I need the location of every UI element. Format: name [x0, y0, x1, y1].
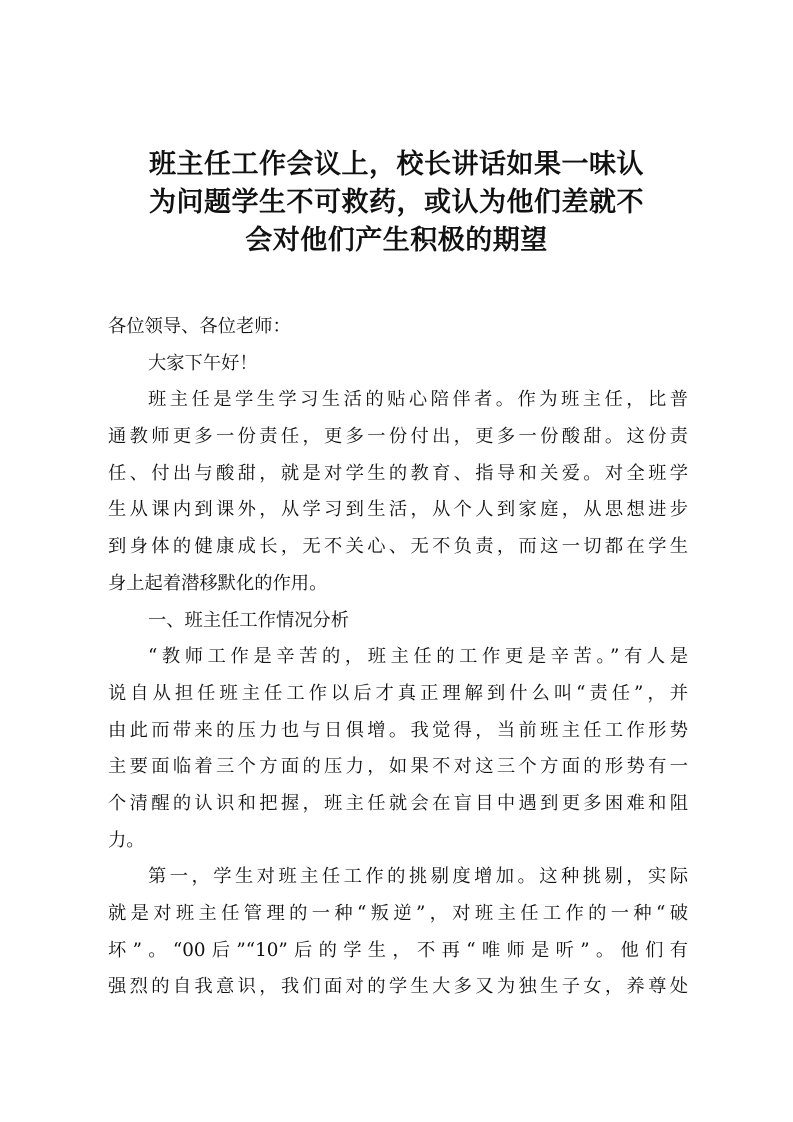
greeting: 大家下午好！ [148, 352, 258, 374]
paragraph-line: 身上起着潜移默化的作用。 [108, 572, 328, 594]
paragraph-line: 由此而带来的压力也与日俱增。我觉得，当前班主任工作形势 [108, 719, 688, 741]
paragraph-line: 说自从担任班主任工作以后才真正理解到什么叫“责任”，并 [108, 682, 688, 704]
paragraph-line: 任、付出与酸甜，就是对学生的教育、指导和关爱。对全班学 [108, 462, 688, 484]
paragraph-line: 主要面临着三个方面的压力，如果不对这三个方面的形势有一 [108, 756, 688, 778]
section-heading: 一、班主任工作情况分析 [148, 609, 350, 631]
paragraph-line: 个清醒的认识和把握，班主任就会在盲目中遇到更多困难和阻 [108, 792, 688, 814]
title-line: 会对他们产生积极的期望 [245, 225, 548, 256]
salutation: 各位领导、各位老师： [108, 316, 291, 337]
paragraph-line: 强烈的自我意识，我们面对的学生大多又为独生子女，养尊处 [108, 976, 688, 998]
paragraph-line: 坏”。“00后”“10”后的学生，不再“唯师是听”。他们有 [108, 939, 688, 961]
paragraph-line: 力。 [108, 829, 145, 851]
paragraph-line: 第一，学生对班主任工作的挑剔度增加。这种挑剔，实际 [148, 866, 688, 888]
paragraph-line: 就是对班主任管理的一种“叛逆”，对班主任工作的一种“破 [108, 903, 688, 924]
title-line: 为问题学生不可救药，或认为他们差就不 [149, 187, 644, 218]
paragraph-line: “教师工作是辛苦的，班主任的工作更是辛苦。”有人是 [148, 646, 688, 668]
paragraph-line: 到身体的健康成长，无不关心、无不负责，而这一切都在学生 [108, 536, 688, 558]
paragraph-line: 通教师更多一份责任，更多一份付出，更多一份酸甜。这份责 [108, 426, 688, 448]
document-title [100, 146, 693, 260]
paragraph-line: 生从课内到课外，从学习到生活，从个人到家庭，从思想进步 [108, 499, 688, 521]
title-line: 班主任工作会议上，校长讲话如果一味认 [149, 149, 644, 180]
paragraph-line: 班主任是学生学习生活的贴心陪伴者。作为班主任，比普 [148, 389, 688, 411]
document-body [108, 309, 688, 1006]
